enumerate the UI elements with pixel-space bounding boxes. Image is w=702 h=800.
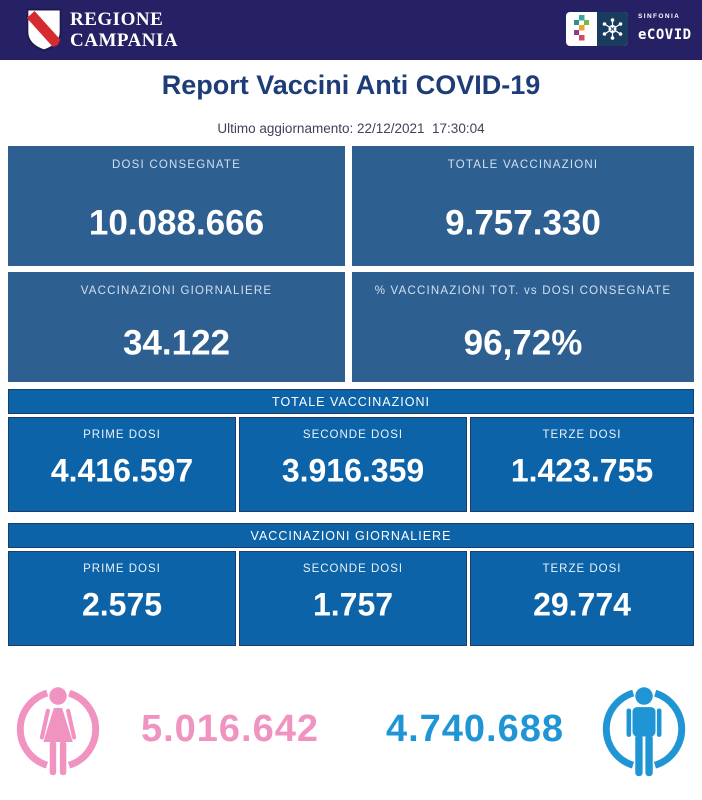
- kpi-label: DOSI CONSEGNATE: [112, 159, 241, 171]
- virus-icon: [597, 12, 628, 46]
- kpi-card-totale-vaccinazioni: [352, 146, 694, 266]
- cell-label: PRIME DOSI: [83, 563, 161, 575]
- sinfonia-label: SINFONIA: [638, 13, 681, 20]
- cell-totale-terze-dosi: [470, 417, 694, 512]
- cell-totale-prime-dosi: [8, 417, 236, 512]
- cell-giornaliere-terze-dosi: [470, 551, 694, 646]
- cell-value: 1.423.755: [510, 453, 654, 490]
- cell-value: 3.916.359: [281, 453, 425, 490]
- ecovid-label: eCOVID: [638, 27, 692, 43]
- cell-giornaliere-prime-dosi: [8, 551, 236, 646]
- sinfonia-logo-icon: [566, 12, 628, 46]
- kpi-card-vaccinazioni-giornaliere: [8, 272, 345, 382]
- cell-value: 1.757: [312, 587, 394, 624]
- page-title: Report Vaccini Anti COVID-19: [161, 70, 541, 100]
- cell-label: SECONDE DOSI: [302, 563, 404, 575]
- top-header-bar: [0, 0, 702, 60]
- cell-label: TERZE DOSI: [542, 563, 622, 575]
- campania-shield-icon: [25, 7, 63, 53]
- s-mark-icon: [566, 12, 597, 46]
- kpi-value: 34.122: [122, 323, 231, 363]
- section-title: TOTALE VACCINAZIONI: [272, 394, 430, 409]
- cell-value: 2.575: [81, 587, 163, 624]
- cell-totale-seconde-dosi: [239, 417, 467, 512]
- kpi-label: VACCINAZIONI GIORNALIERE: [80, 285, 273, 297]
- kpi-label: TOTALE VACCINAZIONI: [447, 159, 599, 171]
- cell-label: TERZE DOSI: [542, 429, 622, 441]
- cell-value: 29.774: [533, 587, 631, 624]
- cell-giornaliere-seconde-dosi: [239, 551, 467, 646]
- male-vaccinated-count: 4.740.688: [385, 708, 565, 750]
- cell-label: PRIME DOSI: [83, 429, 161, 441]
- sinfonia-wordmark: [638, 13, 692, 43]
- section-header-totale-vaccinazioni: [8, 389, 694, 414]
- region-name-line1: REGIONE: [70, 9, 164, 30]
- kpi-card-percentuale-vs-consegnate: [352, 272, 694, 382]
- male-icon: [598, 682, 690, 780]
- kpi-value: 96,72%: [463, 323, 583, 363]
- cell-value: 4.416.597: [50, 453, 194, 490]
- kpi-card-dosi-consegnate: [8, 146, 345, 266]
- female-icon: [12, 682, 104, 780]
- cell-label: SECONDE DOSI: [302, 429, 404, 441]
- last-update-text: Ultimo aggiornamento: 22/12/2021 17:30:04: [217, 121, 485, 136]
- female-vaccinated-count: 5.016.642: [140, 708, 320, 750]
- section-title: VACCINAZIONI GIORNALIERE: [250, 528, 452, 543]
- region-name-line2: CAMPANIA: [70, 30, 179, 51]
- kpi-label: % VACCINAZIONI TOT. vs DOSI CONSEGNATE: [374, 285, 672, 297]
- region-logo-text: [70, 9, 178, 51]
- kpi-value: 10.088.666: [88, 203, 265, 243]
- section-header-vaccinazioni-giornaliere: [8, 523, 694, 548]
- kpi-value: 9.757.330: [445, 203, 601, 243]
